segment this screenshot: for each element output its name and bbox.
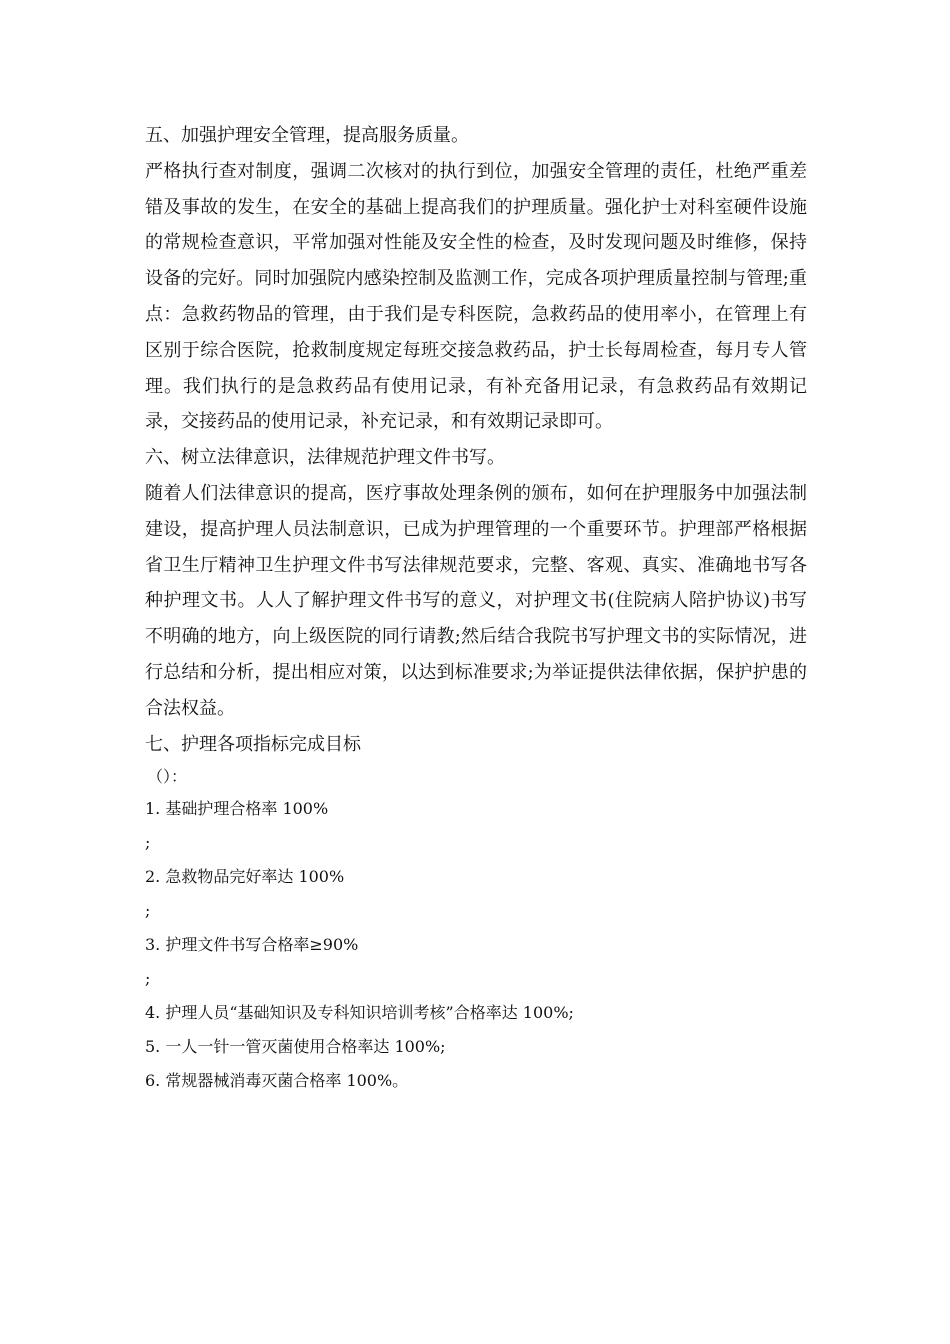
section-5-heading: 五、加强护理安全管理，提高服务质量。 xyxy=(145,125,469,146)
section-6-heading: 六、树立法律意识，法律规范护理文件书写。 xyxy=(145,447,505,469)
document-page xyxy=(145,118,807,1098)
section-5-body: 严格执行查对制度，强调二次核对的执行到位，加强安全管理的责任，杜绝严重差错及事故的发生，在安全的基础上提高我们的护理质量。强化护士对科室硬件设施的常规检查意识，平常加强对性能及安全性的检查，及时发现问题及时维修，保持设备的完好。同时加强院内感染控制及监测工作，完成各项护理质量控制与管理;重点：急救药物品的管理，由于我们是专科医院，急救药品的使用率小，在管理上有区别于综合医院，抢救制度规定每班交接急救药品，护士长每周检查，每月专人管理。我们执行的是急救药品有使用记录，有补充备用记录，有急救药品有效期记录，交接药品的使用记录，补充记录，和有效期记录即可。 xyxy=(145,160,807,433)
list-item: 2. 急救物品完好率达 100% xyxy=(145,867,345,887)
section-6-body: 随着人们法律意识的提高，医疗事故处理条例的颁布，如何在护理服务中加强法制建设，提高护理人员法制意识，已成为护理管理的一个重要环节。护理部严格根据省卫生厅精神卫生护理文件书写法律规范要求，完整、客观、真实、准确地书写各种护理文书。人人了解护理文件书写的意义，对护理文书(住院病人陪护协议)书写不明确的地方，向上级医院的同行请教;然后结合我院书写护理文书的实际情况，进行总结和分析，提出相应对策，以达到标准要求;为举证提供法律依据，保护护患的合法权益。 xyxy=(145,482,807,719)
list-separator: ; xyxy=(145,901,151,921)
list-item: 4. 护理人员“基础知识及专科知识培训考核”合格率达 100%; xyxy=(145,1003,574,1023)
list-item: 5. 一人一针一管灭菌使用合格率达 100%; xyxy=(145,1037,446,1057)
list-item: 1. 基础护理合格率 100% xyxy=(145,799,329,819)
indicator-list xyxy=(145,792,807,1098)
list-separator: ; xyxy=(145,969,151,989)
list-item: 6. 常规器械消毒灭菌合格率 100%。 xyxy=(145,1071,409,1091)
section-7-heading: 七、护理各项指标完成目标 xyxy=(145,733,361,755)
list-separator: ; xyxy=(145,833,151,853)
section-7-paren: （）： xyxy=(147,767,188,787)
list-item: 3. 护理文件书写合格率≥90% xyxy=(145,935,359,955)
